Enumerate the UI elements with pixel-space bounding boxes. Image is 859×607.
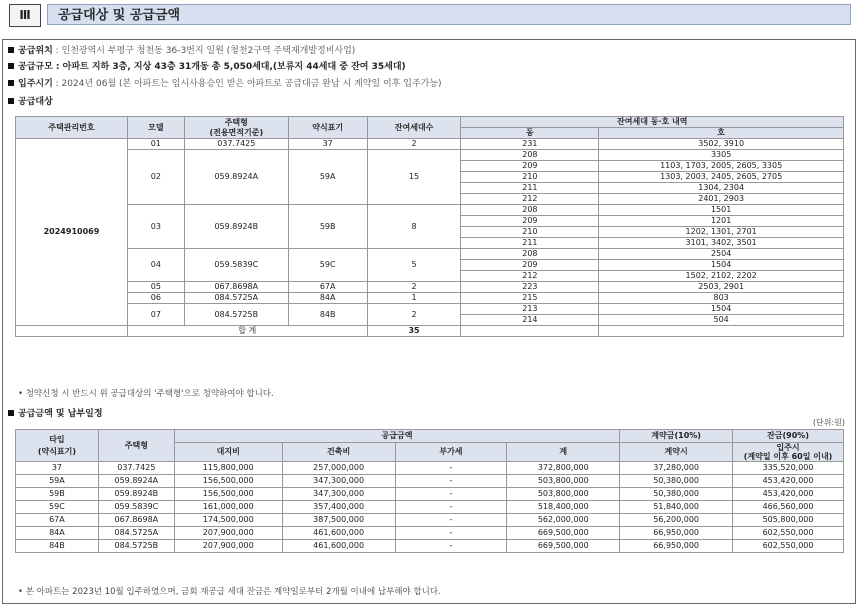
type-cell: 059.8924B — [184, 205, 288, 249]
type-short-cell: 59C — [16, 501, 99, 514]
dong-cell: 213 — [461, 304, 599, 315]
land-cell: 174,500,000 — [174, 514, 282, 527]
note-apply: • 청약신청 시 반드시 위 공급대상의 '주택형'으로 청약하여야 합니다. — [18, 389, 274, 399]
col-land: 대지비 — [174, 443, 282, 462]
dong-cell: 209 — [461, 216, 599, 227]
model-cell: 07 — [127, 304, 184, 326]
table-row — [16, 304, 844, 315]
build-cell: 257,000,000 — [282, 462, 395, 475]
ho-cell: 3502, 3910 — [599, 139, 844, 150]
deposit-cell: 37,280,000 — [620, 462, 733, 475]
col-dong: 동 — [461, 128, 599, 139]
dong-cell: 211 — [461, 238, 599, 249]
sum-cell: 372,800,000 — [507, 462, 620, 475]
col-balance: 잔금(90%) — [733, 430, 844, 443]
table-row — [16, 150, 844, 161]
remain-cell: 8 — [367, 205, 461, 249]
land-cell: 161,000,000 — [174, 501, 282, 514]
vat-cell: - — [395, 514, 507, 527]
remain-cell: 1 — [367, 293, 461, 304]
deposit-cell: 66,950,000 — [620, 540, 733, 553]
col-balance-sub: 입주시 (계약일 이후 60일 이내) — [733, 443, 844, 462]
ho-cell: 1201 — [599, 216, 844, 227]
land-cell: 207,900,000 — [174, 527, 282, 540]
vat-cell: - — [395, 540, 507, 553]
sum-cell: 669,500,000 — [507, 527, 620, 540]
short-cell: 59B — [288, 205, 367, 249]
build-cell: 461,600,000 — [282, 540, 395, 553]
ho-cell: 1303, 2003, 2405, 2605, 2705 — [599, 172, 844, 183]
type-cell: 059.8924A — [184, 150, 288, 205]
land-cell: 115,800,000 — [174, 462, 282, 475]
remain-cell: 15 — [367, 150, 461, 205]
col-supply-price: 공급금액 — [174, 430, 619, 443]
vat-cell: - — [395, 527, 507, 540]
type-cell: 067.8698A — [184, 282, 288, 293]
house-type-cell: 059.5839C — [98, 501, 174, 514]
vat-cell: - — [395, 488, 507, 501]
table-row — [16, 527, 844, 540]
type-short-cell: 37 — [16, 462, 99, 475]
dong-cell: 212 — [461, 194, 599, 205]
col-deposit: 계약금(10%) — [620, 430, 733, 443]
supply-target-table — [15, 116, 844, 337]
ho-cell: 1501 — [599, 205, 844, 216]
col-vat: 부가세 — [395, 443, 507, 462]
ho-cell: 803 — [599, 293, 844, 304]
remain-cell: 2 — [367, 282, 461, 293]
remain-cell: 2 — [367, 304, 461, 326]
table-row — [16, 488, 844, 501]
col-ho: 호 — [599, 128, 844, 139]
house-type-cell: 084.5725B — [98, 540, 174, 553]
type-short-cell: 59A — [16, 475, 99, 488]
build-cell: 461,600,000 — [282, 527, 395, 540]
sum-cell: 518,400,000 — [507, 501, 620, 514]
short-cell: 84A — [288, 293, 367, 304]
sum-cell: 562,000,000 — [507, 514, 620, 527]
type-cell: 059.5839C — [184, 249, 288, 282]
vat-cell: - — [395, 462, 507, 475]
housing-code: 2024910069 — [16, 139, 128, 326]
dong-cell: 210 — [461, 227, 599, 238]
section-header — [9, 4, 851, 27]
ho-cell: 1202, 1301, 2701 — [599, 227, 844, 238]
ho-cell: 504 — [599, 315, 844, 326]
model-cell: 06 — [127, 293, 184, 304]
bullet-square-icon — [8, 80, 14, 86]
info-target: 공급대상 — [8, 96, 53, 108]
ho-cell: 1504 — [599, 260, 844, 271]
info-location: 공급위치 : 인천광역시 부평구 청천동 36-3번지 일원 (청천2구역 주택재개발정비사업) — [8, 45, 355, 57]
model-cell: 03 — [127, 205, 184, 249]
deposit-cell: 51,840,000 — [620, 501, 733, 514]
unit-label: (단위:원) — [812, 418, 845, 427]
land-cell: 156,500,000 — [174, 488, 282, 501]
table-row — [16, 475, 844, 488]
dong-cell: 209 — [461, 161, 599, 172]
model-cell: 01 — [127, 139, 184, 150]
model-cell: 05 — [127, 282, 184, 293]
dong-cell: 209 — [461, 260, 599, 271]
build-cell: 387,500,000 — [282, 514, 395, 527]
balance-cell: 505,800,000 — [733, 514, 844, 527]
vat-cell: - — [395, 501, 507, 514]
sum-cell: 503,800,000 — [507, 475, 620, 488]
ho-cell: 1504 — [599, 304, 844, 315]
total-label: 합 계 — [127, 326, 367, 337]
sum-cell: 669,500,000 — [507, 540, 620, 553]
section-title: 공급대상 및 공급금액 — [47, 4, 851, 25]
type-cell: 037.7425 — [184, 139, 288, 150]
col-detail: 잔여세대 동·호 내역 — [461, 117, 844, 128]
deposit-cell: 50,380,000 — [620, 475, 733, 488]
col-build: 건축비 — [282, 443, 395, 462]
build-cell: 347,300,000 — [282, 475, 395, 488]
info-movein: 입주시기 : 2024년 06월 (본 아파트는 임시사용승인 받은 아파트로 공급대금 완납 시 계약일 이후 입주가능) — [8, 78, 442, 90]
ho-cell: 1502, 2102, 2202 — [599, 271, 844, 282]
house-type-cell: 084.5725A — [98, 527, 174, 540]
info-scale: 공급규모 : 아파트 지하 3층, 지상 43층 31개동 총 5,050세대,(보류지 44세대 중 잔여 35세대) — [8, 61, 406, 73]
land-cell: 156,500,000 — [174, 475, 282, 488]
deposit-cell: 50,380,000 — [620, 488, 733, 501]
total-row — [16, 326, 844, 337]
balance-cell: 602,550,000 — [733, 527, 844, 540]
bullet-square-icon — [8, 47, 14, 53]
model-cell: 04 — [127, 249, 184, 282]
ho-cell: 3101, 3402, 3501 — [599, 238, 844, 249]
col-type: 주택형 (전용면적기준) — [184, 117, 288, 139]
col-remain: 잔여세대수 — [367, 117, 461, 139]
balance-cell: 602,550,000 — [733, 540, 844, 553]
col-house-type: 주택형 — [98, 430, 174, 462]
bullet-square-icon — [8, 63, 14, 69]
total-value: 35 — [367, 326, 461, 337]
dong-cell: 231 — [461, 139, 599, 150]
col-sum: 계 — [507, 443, 620, 462]
dong-cell: 208 — [461, 249, 599, 260]
ho-cell: 1103, 1703, 2005, 2605, 3305 — [599, 161, 844, 172]
balance-cell: 453,420,000 — [733, 475, 844, 488]
house-type-cell: 059.8924A — [98, 475, 174, 488]
remain-cell: 5 — [367, 249, 461, 282]
vat-cell: - — [395, 475, 507, 488]
table-row — [16, 514, 844, 527]
type-short-cell: 67A — [16, 514, 99, 527]
dong-cell: 208 — [461, 150, 599, 161]
remain-cell: 2 — [367, 139, 461, 150]
short-cell: 84B — [288, 304, 367, 326]
bullet-square-icon — [8, 410, 14, 416]
ho-cell: 2401, 2903 — [599, 194, 844, 205]
col-model: 모델 — [127, 117, 184, 139]
ho-cell: 2503, 2901 — [599, 282, 844, 293]
col-type-short: 타입 (약식표기) — [16, 430, 99, 462]
section-price-label: 공급금액 및 납부일정 — [8, 408, 103, 420]
build-cell: 347,300,000 — [282, 488, 395, 501]
type-short-cell: 59B — [16, 488, 99, 501]
house-type-cell: 037.7425 — [98, 462, 174, 475]
table-row — [16, 293, 844, 304]
type-short-cell: 84A — [16, 527, 99, 540]
dong-cell: 211 — [461, 183, 599, 194]
table-row — [16, 462, 844, 475]
deposit-cell: 56,200,000 — [620, 514, 733, 527]
short-cell: 59A — [288, 150, 367, 205]
table-row — [16, 139, 844, 150]
section-number: Ⅲ — [9, 4, 41, 27]
dong-cell: 208 — [461, 205, 599, 216]
house-type-cell: 059.8924B — [98, 488, 174, 501]
bullet-square-icon — [8, 98, 14, 104]
table-row — [16, 282, 844, 293]
col-deposit-sub: 계약시 — [620, 443, 733, 462]
build-cell: 357,400,000 — [282, 501, 395, 514]
short-cell: 67A — [288, 282, 367, 293]
dong-cell: 210 — [461, 172, 599, 183]
land-cell: 207,900,000 — [174, 540, 282, 553]
price-table — [15, 429, 844, 553]
type-cell: 084.5725A — [184, 293, 288, 304]
ho-cell: 3305 — [599, 150, 844, 161]
type-cell: 084.5725B — [184, 304, 288, 326]
dong-cell: 223 — [461, 282, 599, 293]
ho-cell: 2504 — [599, 249, 844, 260]
type-short-cell: 84B — [16, 540, 99, 553]
col-code: 주택관리번호 — [16, 117, 128, 139]
table-row — [16, 249, 844, 260]
table-row — [16, 540, 844, 553]
short-cell: 37 — [288, 139, 367, 150]
house-type-cell: 067.8698A — [98, 514, 174, 527]
dong-cell: 212 — [461, 271, 599, 282]
col-short: 약식표기 — [288, 117, 367, 139]
deposit-cell: 66,950,000 — [620, 527, 733, 540]
dong-cell: 215 — [461, 293, 599, 304]
note-balance: • 본 아파트는 2023년 10월 입주하였으며, 금회 재공급 세대 잔금은 계약일로부터 2개월 이내에 납부해야 합니다. — [18, 587, 441, 597]
sum-cell: 503,800,000 — [507, 488, 620, 501]
ho-cell: 1304, 2304 — [599, 183, 844, 194]
dong-cell: 214 — [461, 315, 599, 326]
table-row — [16, 501, 844, 514]
table-row — [16, 205, 844, 216]
short-cell: 59C — [288, 249, 367, 282]
balance-cell: 466,560,000 — [733, 501, 844, 514]
balance-cell: 453,420,000 — [733, 488, 844, 501]
model-cell: 02 — [127, 150, 184, 205]
balance-cell: 335,520,000 — [733, 462, 844, 475]
